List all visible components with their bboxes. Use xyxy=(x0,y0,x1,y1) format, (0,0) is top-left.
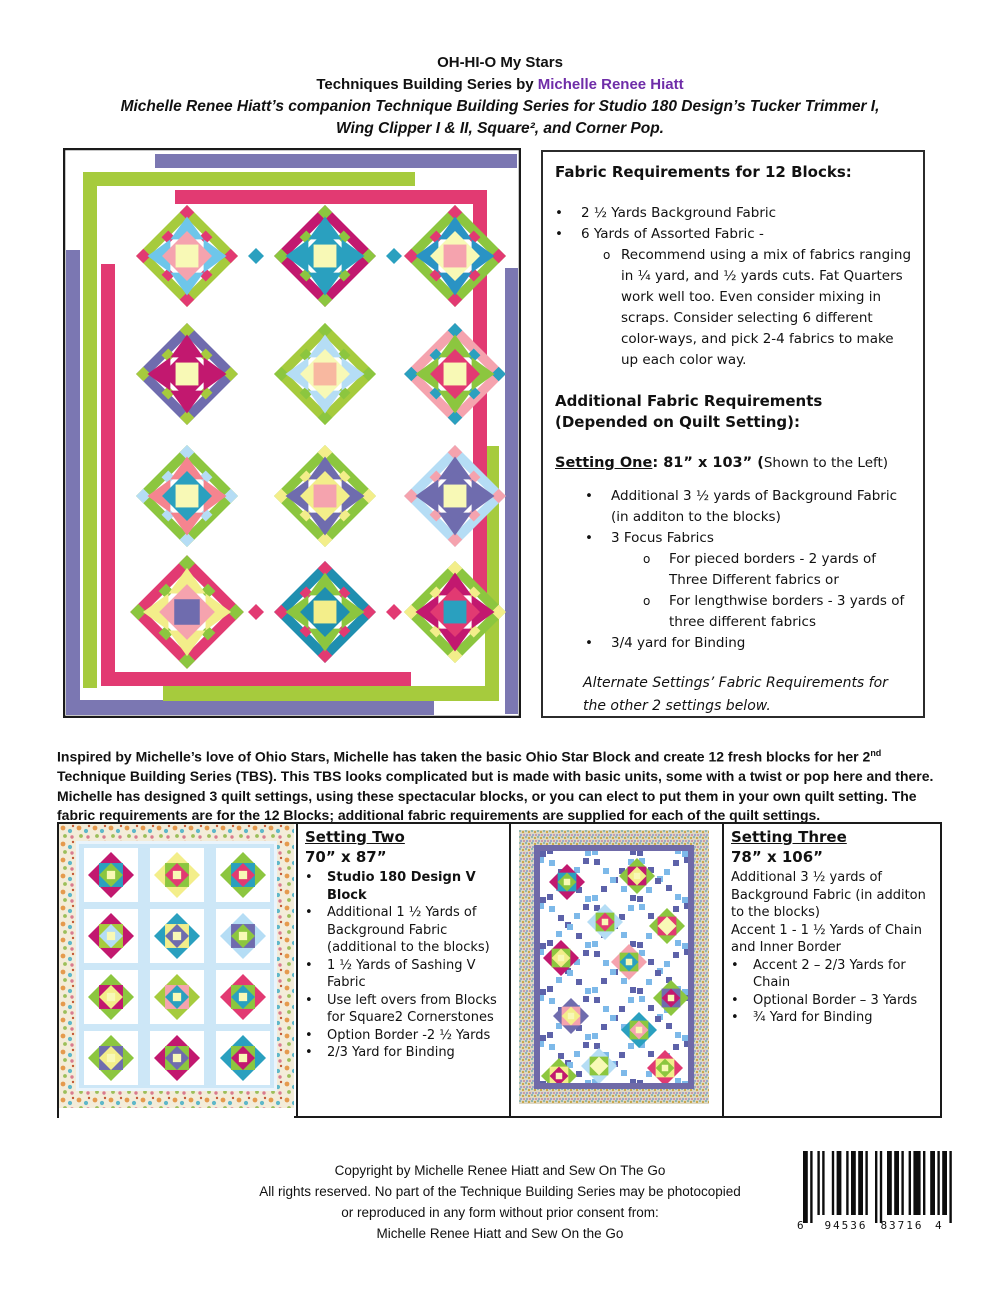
list-item-text: Accent 2 – 2/3 Yards for Chain xyxy=(753,957,906,990)
bullet-marker: • xyxy=(585,530,593,546)
list-item-text: Studio 180 Design V Block xyxy=(327,870,476,903)
bullet-marker: • xyxy=(305,992,313,1008)
bullet-marker: • xyxy=(585,635,593,651)
bullet-marker: • xyxy=(305,1045,313,1060)
copyright-line3: or reproduced in any form without prior consent from: xyxy=(341,1205,659,1220)
list-item xyxy=(555,203,913,224)
list-item xyxy=(305,1044,505,1062)
bullet-marker: o xyxy=(603,248,611,262)
series-subtitle: Techniques Building Series by Michelle Renee Hiatt xyxy=(316,76,684,93)
bullet-marker: • xyxy=(305,1027,313,1043)
bullet-marker: • xyxy=(731,957,739,973)
bullet-marker: o xyxy=(643,594,651,608)
additional-requirements-title: Additional Fabric Requirements (Depended on Quilt Setting): xyxy=(555,392,823,431)
list-item-text: Additional 3 ½ yards of Background Fabric (in additon to the blocks) xyxy=(731,870,926,920)
list-item xyxy=(555,224,913,245)
list-item-text: 3/4 yard for Binding xyxy=(611,635,746,651)
tagline-line2: Wing Clipper I & II, Square², and Corner Pop. xyxy=(336,120,664,137)
list-item xyxy=(731,1009,934,1027)
bullet-marker: • xyxy=(585,488,593,504)
barcode-digits: 6 94536 83716 4 xyxy=(797,1219,942,1232)
bullet-marker: o xyxy=(643,552,651,566)
alternate-settings-note: Alternate Settings’ Fabric Requirements for the other 2 settings below. xyxy=(583,675,888,714)
bullet-marker: • xyxy=(555,205,563,221)
list-item xyxy=(731,992,934,1010)
copyright-line1: Copyright by Michelle Renee Hiatt and Sew On The Go xyxy=(334,1163,666,1178)
list-item-text: For pieced borders - 2 yards of Three Different fabrics or xyxy=(669,551,877,588)
list-item xyxy=(305,869,505,904)
list-item xyxy=(603,245,913,371)
list-item xyxy=(585,486,913,528)
list-item-text: 2/3 Yard for Binding xyxy=(327,1045,455,1060)
list-item xyxy=(305,1027,505,1045)
list-item-text: ¾ Yard for Binding xyxy=(753,1010,873,1025)
list-item-text: Use left overs from Blocks for Square2 Cornerstones xyxy=(327,992,497,1025)
bullet-marker: • xyxy=(305,870,313,885)
page-header xyxy=(0,52,1000,140)
barcode-bars xyxy=(795,1147,953,1227)
requirements-list xyxy=(555,203,913,371)
intro-paragraph: Inspired by Michelle’s love of Ohio Stars, Michelle has taken the basic Ohio Star Block and create 12 fresh blocks for her 2nd Technique Building Series (TBS). This TBS looks complicated but is made with basic units, some with a twist or pop here and there. Michelle has designed 3 quilt settings, using these spectacular blocks, or you can elect to put them in your own quilt setting. The fabric requirements are for the 12 Blocks; additional fabric requirements are supplied for each of the quilt settings. xyxy=(57,748,934,824)
setting-two-quilt-cell xyxy=(59,824,298,1116)
list-item xyxy=(305,992,505,1027)
setting-two-list xyxy=(305,869,505,1062)
list-item-text: Option Border -2 ½ Yards xyxy=(327,1027,491,1043)
list-item xyxy=(643,591,913,633)
bullet-marker: • xyxy=(555,226,563,242)
setting-two-size: 70” x 87” xyxy=(305,848,387,866)
list-item-text: 6 Yards of Assorted Fabric - xyxy=(581,226,764,242)
setting-three-text-cell xyxy=(724,824,938,1116)
fabric-requirements-box xyxy=(541,150,925,718)
copyright-line4: Michelle Renee Hiatt and Sew On the Go xyxy=(376,1226,624,1241)
page-title: OH-HI-O My Stars xyxy=(437,54,563,71)
bullet-marker: • xyxy=(305,957,313,973)
bullet-marker: • xyxy=(731,992,739,1008)
bullet-marker: • xyxy=(731,1010,739,1025)
copyright-line2: All rights reserved. No part of the Technique Building Series may be photocopied xyxy=(259,1184,741,1199)
list-item-text: For lengthwise borders - 3 yards of three different fabrics xyxy=(669,593,905,630)
setting-three-title: Setting Three xyxy=(731,828,847,846)
setting-three-list xyxy=(731,869,934,1027)
author-name: Michelle Renee Hiatt xyxy=(537,76,684,93)
list-item xyxy=(305,957,505,992)
setting-three-quilt-image xyxy=(519,830,709,1104)
list-item-text: 2 ½ Yards Background Fabric xyxy=(581,205,777,221)
list-item xyxy=(731,922,934,957)
list-item-text: Optional Border – 3 Yards xyxy=(753,992,918,1008)
list-item-text: Accent 1 - 1 ½ Yards of Chain and Inner Border xyxy=(731,922,922,955)
list-item xyxy=(731,957,934,992)
setting-one-heading: Setting One: 81” x 103” (Shown to the Left) xyxy=(555,455,889,471)
list-item xyxy=(585,633,913,654)
tagline-line1: Michelle Renee Hiatt’s companion Technique Building Series for Studio 180 Design’s Tucker Trimmer I, xyxy=(120,98,880,115)
list-item-text: 1 ½ Yards of Sashing V Fabric xyxy=(327,957,476,990)
list-item xyxy=(585,528,913,549)
list-item-text: Recommend using a mix of fabrics ranging in ¼ yard, and ½ yards cuts. Fat Quarters work well too. Even consider mixing in scraps. Consider selecting 6 different color-ways, and pick 2-4 fabrics to make up each color way. xyxy=(621,247,912,368)
upc-barcode xyxy=(795,1147,953,1247)
setting-one-list xyxy=(555,486,913,654)
setting-three-size: 78” x 106” xyxy=(731,848,824,866)
setting-two-quilt-image xyxy=(59,824,296,1120)
setting-three-quilt-cell xyxy=(511,824,724,1116)
settings-table xyxy=(57,822,942,1118)
copyright-block xyxy=(170,1160,830,1244)
list-item-text: Additional 1 ½ Yards of Background Fabric (additional to the blocks) xyxy=(327,905,490,955)
list-item xyxy=(643,549,913,591)
setting-two-text-cell xyxy=(298,824,511,1116)
list-item-text: Additional 3 ½ yards of Background Fabric (in additon to the blocks) xyxy=(611,488,898,525)
list-item xyxy=(305,904,505,957)
setting-one-quilt-image xyxy=(63,148,521,718)
list-item xyxy=(731,869,934,922)
bullet-marker: • xyxy=(305,905,313,920)
setting-two-title: Setting Two xyxy=(305,828,405,846)
list-item-text: 3 Focus Fabrics xyxy=(611,530,714,546)
requirements-title: Fabric Requirements for 12 Blocks: xyxy=(555,163,852,181)
